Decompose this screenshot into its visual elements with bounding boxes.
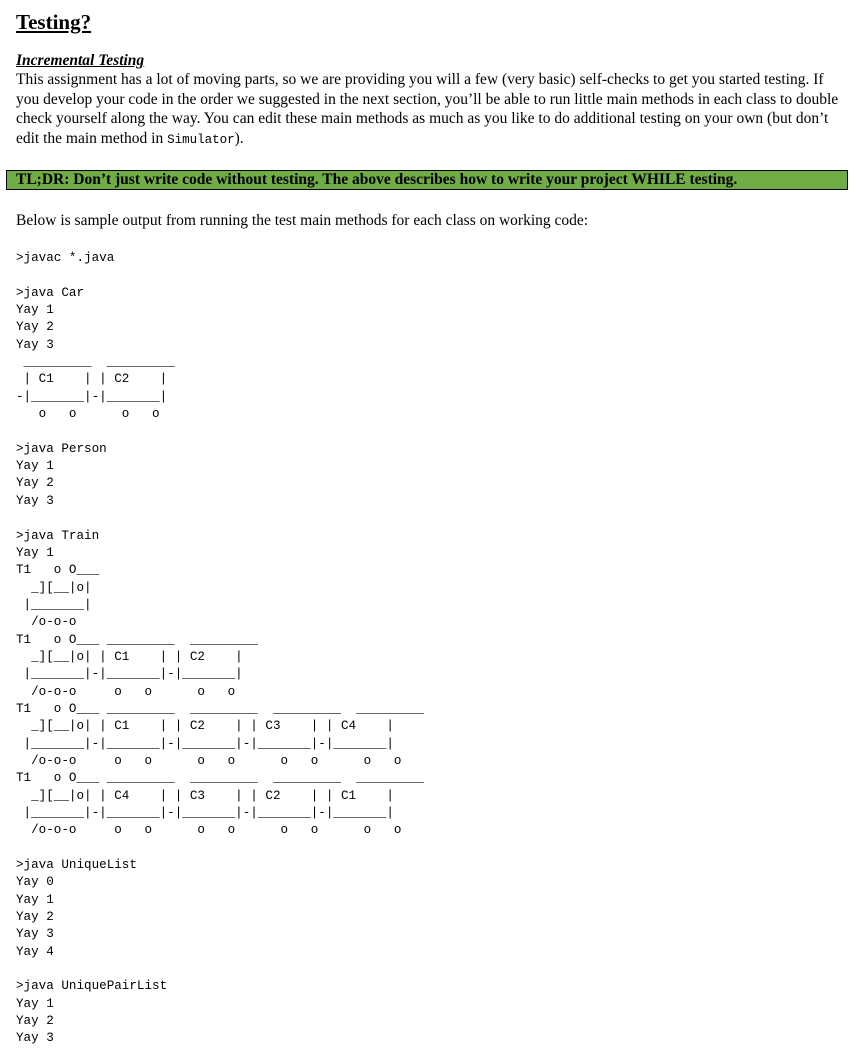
intro-paragraph [16, 70, 844, 150]
console-output: >javac *.java >java Car Yay 1 Yay 2 Yay 3 _________ _________ | C1 | | C2 | -|_______|-|_______| o o o o >java Person Yay 1 Yay 2 Yay 3 >java Train Yay 1 T1 o O___ _][__|o| |_______| /o-o-o T1 o O___ _________ _________ _][__|o| | C1 | | C2 | |_______|-|_______|-|_______| /o-o-o o o o o T1 o O___ _________ _________ _________ _________ _][__|o| | C1 | | C2 | | C3 | | C4 | |_______|-|_______|-|_______|-|_______|-|_______| /o-o-o o o o o o o o o T1 o O___ _________ _________ _________ _________ _][__|o| | C4 | | C3 | | C2 | | C1 | |_______|-|_______|-|_______|-|_______|-|_______| /o-o-o o o o o o o o o >java UniqueList Yay 0 Yay 1 Yay 2 Yay 3 Yay 4 >java UniquePairList Yay 1 Yay 2 Yay 3 [16, 251, 425, 1046]
tldr-callout: TL;DR: Don’t just write code without testing. The above describes how to write your project WHILE testing. [6, 170, 848, 190]
intro-text: This assignment has a lot of moving parts, so we are providing you will a few (very basic) self-checks to get you started testing. If you develop your code in the order we suggested in the next section, you’ll be able to run little main methods in each class to double check yourself along the way. You can edit these main methods as much as you like to do additional testing on your own (but don’t edit the main method in [16, 71, 839, 147]
document-page [16, 8, 846, 150]
inline-code-simulator: Simulator [167, 132, 235, 147]
sample-output-intro: Below is sample output from running the test main methods for each class on working code: [16, 212, 589, 229]
section-subheading: Incremental Testing [16, 52, 145, 69]
intro-text-end: ). [234, 129, 244, 147]
page-title: Testing? [16, 10, 92, 34]
